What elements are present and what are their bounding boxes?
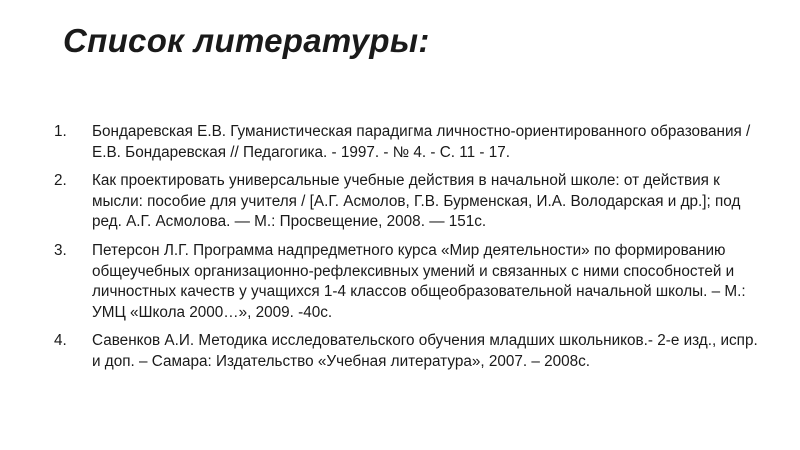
slide-title: Список литературы: xyxy=(63,22,430,59)
reference-text: Савенков А.И. Методика исследовательского обучения младших школьников.- 2-е изд., испр. и доп. – Самара: Издательство «Учебная литература», 2007. – 2008с. xyxy=(92,332,758,370)
reference-item xyxy=(0,171,800,233)
reference-number: 1. xyxy=(54,123,67,140)
reference-number: 2. xyxy=(54,172,67,190)
reference-number: 4. xyxy=(54,332,67,350)
reference-item xyxy=(0,122,800,163)
reference-text: Как проектировать универсальные учебные действия в начальной школе: от действия к мысли: пособие для учителя / [А.Г. Асмолов, Г.В. Бурменская, И.А. Володарская и др.]; под ред. А.Г. Асмолова. — М.: Просвещение, 2008. — 151с. xyxy=(92,172,741,231)
reference-text: Петерсон Л.Г. Программа надпредметного курса «Мир деятельности» по формированию общеучебных организационно-рефлексивных умений и связанных с ними способностей и личностных качеств у учащихся 1-4 классов общеобразовательной начальной школы. – М.: УМЦ «Школа 2000…», 2009. -40с. xyxy=(92,241,746,321)
reference-number: 3. xyxy=(54,241,67,259)
reference-item xyxy=(0,241,800,323)
reference-text: Бондаревская Е.В. Гуманистическая парадигма личностно-ориентированного образования / Е.В. Бондаревская // Педагогика. - 1997. - № 4. - С. 11 - 17. xyxy=(92,123,751,161)
reference-item xyxy=(0,331,800,372)
reference-list xyxy=(0,122,800,381)
